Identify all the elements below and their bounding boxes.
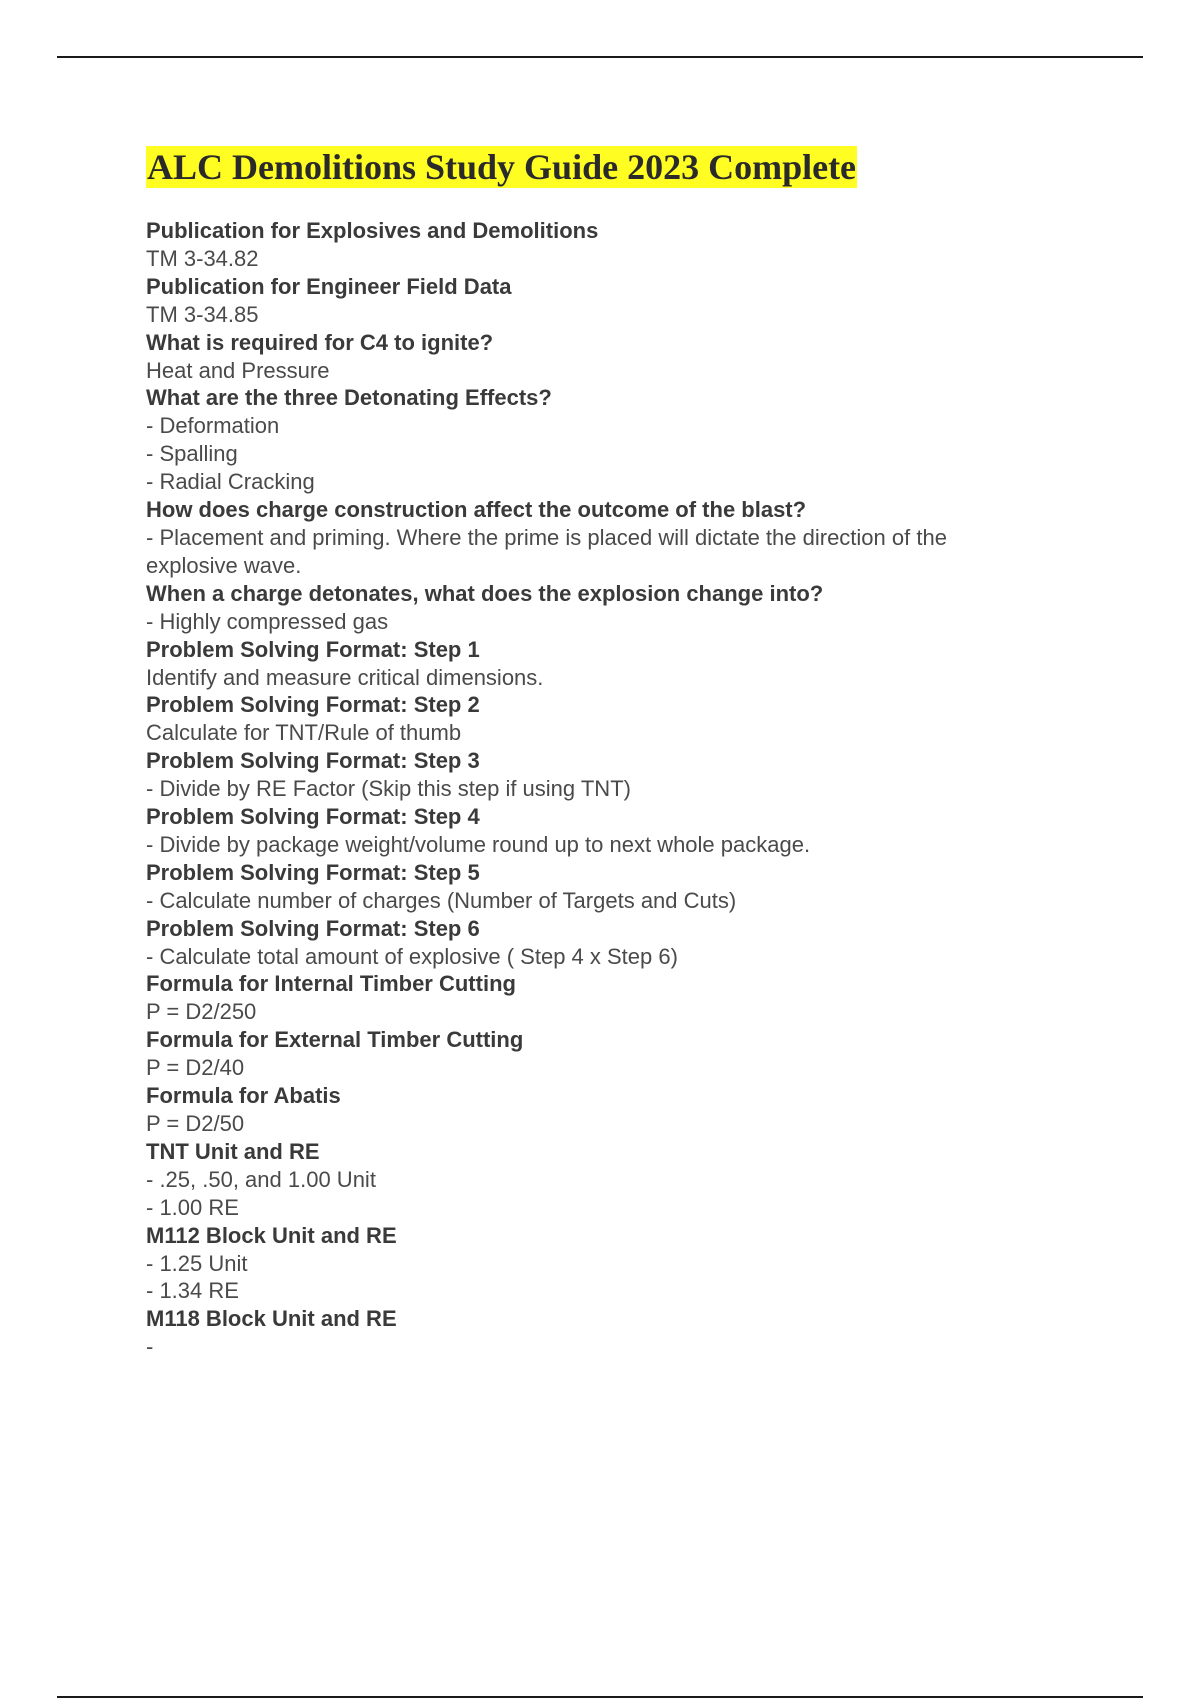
answer-line: explosive wave.	[146, 552, 302, 578]
question: Problem Solving Format: Step 2	[146, 692, 480, 718]
answer-line: P = D2/40	[146, 1055, 245, 1081]
question: What are the three Detonating Effects?	[146, 385, 552, 411]
question: Problem Solving Format: Step 4	[146, 804, 480, 830]
answer-line: TM 3-34.82	[146, 245, 259, 271]
answer-line: - Divide by RE Factor (Skip this step if using TNT)	[146, 776, 631, 802]
answer-line: - Calculate total amount of explosive ( Step 4 x Step 6)	[146, 943, 678, 969]
answer-line: - 1.34 RE	[146, 1278, 239, 1304]
answer-line: - Spalling	[146, 441, 238, 467]
question: Problem Solving Format: Step 3	[146, 748, 480, 774]
answer-line: - Calculate number of charges (Number of Targets and Cuts)	[146, 887, 737, 913]
question: Problem Solving Format: Step 6	[146, 915, 480, 941]
question: Formula for Internal Timber Cutting	[146, 971, 516, 997]
question: Formula for Abatis	[146, 1083, 341, 1109]
document-title: ALC Demolitions Study Guide 2023 Complete	[147, 147, 857, 187]
title-block	[146, 146, 857, 188]
question: M112 Block Unit and RE	[146, 1222, 397, 1248]
answer-line: - 1.00 RE	[146, 1194, 239, 1220]
question: M118 Block Unit and RE	[146, 1306, 397, 1332]
answer-line: - Placement and priming. Where the prime is placed will dictate the direction of the	[146, 524, 947, 550]
answer-line: - Deformation	[146, 413, 280, 439]
question: What is required for C4 to ignite?	[146, 329, 494, 355]
answer-line: Identify and measure critical dimensions.	[146, 664, 544, 690]
answer-line: - .25, .50, and 1.00 Unit	[146, 1166, 376, 1192]
question: Publication for Explosives and Demolitions	[146, 218, 599, 243]
study-guide-content	[146, 217, 1046, 1361]
question: TNT Unit and RE	[146, 1138, 320, 1164]
answer-line: - Highly compressed gas	[146, 608, 389, 634]
answer-line: Heat and Pressure	[146, 357, 330, 383]
question: Problem Solving Format: Step 5	[146, 859, 480, 885]
answer-line: Calculate for TNT/Rule of thumb	[146, 720, 462, 746]
question: Publication for Engineer Field Data	[146, 273, 512, 299]
question: When a charge detonates, what does the explosion change into?	[146, 580, 824, 606]
answer-line: TM 3-34.85	[146, 301, 259, 327]
answer-line: P = D2/50	[146, 1111, 245, 1136]
answer-line: - 1.25 Unit	[146, 1250, 248, 1276]
bottom-rule	[57, 1696, 1143, 1698]
question: How does charge construction affect the outcome of the blast?	[146, 497, 807, 523]
question: Problem Solving Format: Step 1	[146, 636, 480, 662]
answer-line: - Divide by package weight/volume round up to next whole package.	[146, 831, 811, 857]
answer-line: -	[146, 1334, 154, 1360]
top-rule	[57, 56, 1143, 58]
answer-line: P = D2/250	[146, 999, 257, 1025]
answer-line: - Radial Cracking	[146, 469, 315, 495]
question: Formula for External Timber Cutting	[146, 1027, 524, 1053]
